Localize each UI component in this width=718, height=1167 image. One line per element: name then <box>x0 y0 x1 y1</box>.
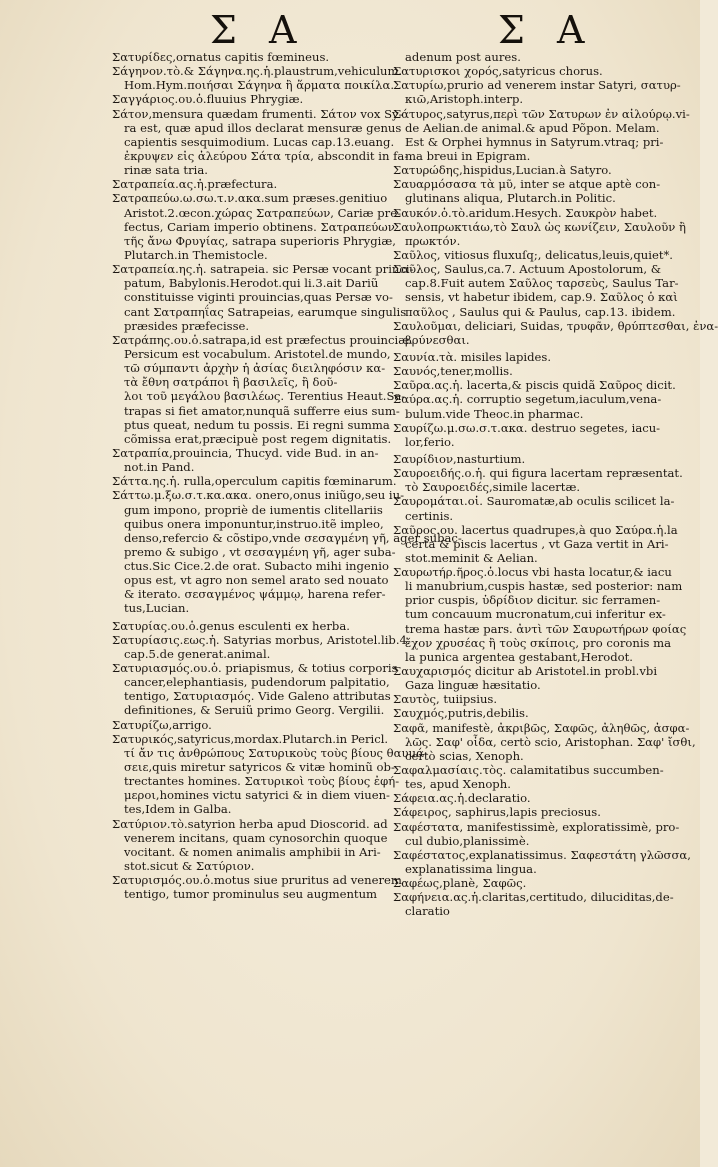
dictionary-line: certa & piscis lacertus , vt Gaza vertit in Ari- <box>405 536 669 551</box>
dictionary-line: Σάγηνον.τὸ.& Σάγηνα.ης.ἡ.plaustrum,vehiculum. <box>112 64 403 79</box>
dictionary-line: stot.meminit & Aelian. <box>405 550 538 565</box>
dictionary-line: βρύνεσθαι. <box>405 332 470 347</box>
dictionary-line: Σατυρώδης,hispidus,Lucian.à Satyro. <box>393 163 612 178</box>
dictionary-line: ctus.Sic Cice.2.de orat. Subacto mihi ingenio <box>124 559 389 574</box>
dictionary-line: premo & subigo , vt σεσαγμένη γῆ, ager suba- <box>124 544 396 559</box>
dictionary-line: ma breui in Epigram. <box>405 148 531 163</box>
dictionary-line: ra est, quæ apud illos declarat mensuræ genus <box>124 120 402 135</box>
dictionary-line: σειε,quis miretur satyricos & vitæ hominũ ob- <box>124 760 395 775</box>
dictionary-line: stot.sicut & Σατύριον. <box>124 859 255 874</box>
dictionary-line: Σάφειρος, saphirus,lapis preciosus. <box>393 805 601 820</box>
dictionary-line: cul dubio,planissimè. <box>405 833 530 848</box>
dictionary-line: lor,ferio. <box>405 434 455 449</box>
dictionary-line: li manubrium,cuspis hastæ, sed posterior: nam <box>405 579 683 594</box>
dictionary-line: Σατυρισμός.ου.ὁ.motus siue pruritus ad venerem <box>112 873 402 888</box>
right-column <box>393 50 718 919</box>
dictionary-line: cancer,elephantiasis, pudendorum palpitatio, <box>124 675 390 690</box>
dictionary-line: Σαῦρα.ας.ἡ. lacerta,& piscis quidã Σαῦρος dicit. <box>393 378 676 393</box>
dictionary-line: opus est, vt agro non semel arato sed nouato <box>124 573 389 588</box>
dictionary-line: trapas si fiet amator,nunquã sufferre eius sum- <box>124 403 400 418</box>
dictionary-line: Gaza linguæ hæsitatio. <box>405 678 541 693</box>
dictionary-line: τῶ σύμπαντι ἀρχὴν ἡ ἀσίας διειληφόσιν κα- <box>124 361 386 376</box>
dictionary-line: Σάτυρος,satyrus,περὶ τῶν Σατυρων ἐν αἰλούρῳ.vi- <box>393 106 690 121</box>
header-letters-right: Σ Α <box>498 8 595 52</box>
dictionary-line: Σατραπεύω.ω.σω.τ.ν.ακα.sum præses.genitiuo <box>112 191 388 206</box>
dictionary-line: Σατραπεία.ας.ἡ.præfectura. <box>112 177 278 192</box>
dictionary-line: Σαυνός,tener,mollis. <box>393 364 513 379</box>
dictionary-line: Σαυλοπρωκτιάω,τὸ Σαυλ ὡς κωνίζειν, Σαυλοῦν ἢ <box>393 219 686 234</box>
dictionary-line: Σαύρα.ας.ἡ. corruptio segetum,iaculum,vena- <box>393 392 662 407</box>
dictionary-line: certò scias, Xenoph. <box>405 748 524 763</box>
dictionary-line: tes, apud Xenoph. <box>405 777 511 792</box>
dictionary-line: certinis. <box>405 508 454 523</box>
dictionary-line: de Aelian.de animal.& apud Põpon. Melam. <box>405 120 660 135</box>
dictionary-line: præsides præfecisse. <box>124 318 250 333</box>
dictionary-line: Σαυρωτήρ.ῆρος.ὁ.locus vbi hasta locatur,& iacu <box>393 565 672 580</box>
dictionary-line: Persicum est vocabulum. Aristotel.de mundo, <box>124 346 391 361</box>
dictionary-line: Σαῦρος.ου. lacertus quadrupes,à quo Σαύρα.ἡ.la <box>393 522 678 537</box>
dictionary-line: Σατυρίασις.εως.ἡ. Satyrias morbus, Aristotel.lib.4. <box>112 632 411 647</box>
dictionary-line: Σατυρισκοι χορός,satyricus chorus. <box>393 64 603 79</box>
dictionary-line: Σατράπης.ου.ὁ.satrapa,id est præfectus prouinciæ. <box>112 332 413 347</box>
dictionary-line: τὸ Σαυροειδές,simile lacertæ. <box>405 480 581 495</box>
dictionary-line: Σαφᾶ, manifestè, ἀκριβῶς, Σαφῶς, ἀληθῶς, ἀσφα- <box>393 720 690 735</box>
dictionary-line: trectantes homines. Σατυρικοὶ τοὺς βίους ἐφή- <box>124 774 400 789</box>
dictionary-line: adenum post aures. <box>405 50 521 64</box>
dictionary-line: & iterato. σεσαγμένος ψάμμῳ, harena refer- <box>124 587 386 602</box>
dictionary-line: glutinans aliqua, Plutarch.in Politic. <box>405 191 616 206</box>
dictionary-line: Σαφέστατα, manifestissimè, exploratissimè, pro- <box>393 819 680 834</box>
dictionary-line: Σαυρομάται.οἱ. Sauromatæ,ab oculis scilicet la- <box>393 494 675 509</box>
dictionary-line: Σάφεια.ας.ἡ.declaratio. <box>393 791 531 806</box>
dictionary-line: Σαφαλμασίαις.τὸς. calamitatibus succumben- <box>393 763 664 778</box>
dictionary-line: sensis, vt habetur ibidem, cap.9. Σαῦλος ὁ καὶ <box>405 290 678 305</box>
dictionary-line: prior cuspis, ὑδρίδιον dicitur. sic ferramen- <box>405 593 661 608</box>
dictionary-line: constituisse viginti prouincias,quas Persæ vo- <box>124 290 393 305</box>
dictionary-line: κιῶ,Aristoph.interp. <box>405 92 524 107</box>
dictionary-line: cõmissa erat,præcipuè post regem dignitatis. <box>124 431 392 446</box>
dictionary-line: Σαυνία.τὰ. misiles lapides. <box>393 349 552 364</box>
dictionary-line: Aristot.2.œcon.χώρας Σατραπεύων, Cariæ pre- <box>124 205 401 220</box>
dictionary-line: Σατυρικός,satyricus,mordax.Plutarch.in Pericl. <box>112 731 389 746</box>
dictionary-line: Σαυαρμόσασα τὰ μῦ, inter se atque aptè con- <box>393 177 661 192</box>
dictionary-line: Σαφήνεια.ας.ἡ.claritas,certitudo, diluciditas,de- <box>393 890 674 905</box>
dictionary-line: λοι τοῦ μεγάλου βασιλέως. Terentius Heaut.Sa- <box>124 389 406 404</box>
dictionary-line: Σαυροειδής.ο.ἡ. qui figura lacertam repræsentat. <box>393 466 683 481</box>
dictionary-line: Σατραπεία.ης.ἡ. satrapeia. sic Persæ vocant princi- <box>112 262 414 277</box>
dictionary-line: definitiones, & Seruiũ primo Georg. Vergilii. <box>124 703 385 718</box>
dictionary-line: Σαυκόν.ὁ.τὸ.aridum.Hesych. Σαυκρὸν habet. <box>393 205 658 220</box>
dictionary-line: Σατύριον.τὸ.satyrion herba apud Dioscorid. ad <box>112 816 388 831</box>
dictionary-line: Σαυλοῦμαι, deliciari, Suidas, τρυφᾶν, θρύπτεσθαι, ἐνα- <box>393 318 718 333</box>
dictionary-line: παῦλος , Saulus qui & Paulus, cap.13. ibidem. <box>405 304 676 319</box>
dictionary-line: τί ἄν τις ἀνθρώπους Σατυρικοὺς τοὺς βίους θαυμά- <box>124 745 428 760</box>
dictionary-line: tentigo, Σατυριασμός. Vide Galeno attributas <box>124 689 391 704</box>
dictionary-line: Σάτον,mensura quædam frumenti. Σάτον vox Sy- <box>112 106 403 121</box>
dictionary-line: Σαῦλος, vitiosus fluxuſq;, delicatus,leuis,quiet*. <box>393 247 673 262</box>
dictionary-line: Σατυρίδες,ornatus capitis fœmineus. <box>112 50 330 64</box>
dictionary-line: τῆς ἄνω Φρυγίας, satrapa superioris Phrygiæ, <box>124 233 396 248</box>
dictionary-line: claratio <box>405 904 450 919</box>
dictionary-line: denso,refercio & cõstipo,vnde σεσαγμένη γῆ, ager subac- <box>124 530 462 545</box>
dictionary-line: la punica argentea gestabant,Herodot. <box>405 649 633 664</box>
dictionary-line: Σαφέως,planè, Σαφῶς. <box>393 876 527 891</box>
dictionary-line: venerem incitans, quam cynosorchin quoque <box>124 830 388 845</box>
dictionary-line: ptus queat, nedum tu possis. Ei regni summa <box>124 417 390 432</box>
dictionary-line: πρωκτόν. <box>405 233 461 248</box>
dictionary-line: Σαυχμός,putris,debilis. <box>393 706 529 721</box>
dictionary-line: quibus onera imponuntur,instruo.itẽ impleo, <box>124 516 384 531</box>
dictionary-line: Σατυρίζω,arrigo. <box>112 717 212 732</box>
dictionary-line: cap.5.de generat.animal. <box>124 646 271 661</box>
dictionary-line: fectus, Cariam imperio obtinens. Σατραπεύων <box>124 219 395 234</box>
dictionary-line: bulum.vide Theoc.in pharmac. <box>405 406 584 421</box>
dictionary-line: Σάττω.μ.ξω.σ.τ.κα.ακα. onero,onus iniũgo,seu iu- <box>112 488 405 503</box>
dictionary-line: Σαγγάριος.ου.ὁ.fluuius Phrygiæ. <box>112 92 304 107</box>
dictionary-line: Est & Orphei hymnus in Satyrum.vtraq; pri- <box>405 134 664 149</box>
dictionary-line: τὰ ἔθνη σατράποι ἢ βασιλεῖς, ἢ δοῦ- <box>124 375 338 390</box>
dictionary-line: Σαυρίδιον,nasturtium. <box>393 451 526 466</box>
header-letters-left: Σ Α <box>210 8 307 52</box>
dictionary-line: vocitant. & nomen animalis amphibii in Ari- <box>124 844 381 859</box>
dictionary-line: ἔχον χρυσέας ἢ τοὺς σκίποις, pro coronis ma <box>405 635 672 650</box>
dictionary-line: tes,Idem in Galba. <box>124 802 232 817</box>
dictionary-line: patum, Babylonis.Herodot.qui li.3.ait Dariũ <box>124 276 379 291</box>
dictionary-line: Σατραπία,prouincia, Thucyd. vide Bud. in an- <box>112 445 379 460</box>
dictionary-line: cap.8.Fuit autem Σαῦλος ταρσεὺς, Saulus Tar- <box>405 276 679 291</box>
dictionary-line: μεροι,homines victu satyrici & in diem viuen- <box>124 788 390 803</box>
dictionary-line: trema hastæ pars. ἀντὶ τῶν Σαυρωτήρων φοίας <box>405 621 687 636</box>
dictionary-line: tentigo, tumor prominulus seu augmentum <box>124 887 378 902</box>
dictionary-line: capientis sesquimodium. Lucas cap.13.euang. <box>124 134 395 149</box>
dictionary-line: rinæ sata tria. <box>124 163 208 178</box>
dictionary-line: Σατυρίω,prurio ad venerem instar Satyri, σατυρ- <box>393 78 681 93</box>
dictionary-line: ἐκρυψεν εἰς ἀλεύρου Σάτα τρία, abscondit in fa- <box>124 148 409 163</box>
dictionary-line: Plutarch.in Themistocle. <box>124 247 268 262</box>
dictionary-line: λῶς. Σαφ' οἶδα, certò scio, Aristophan. Σαφ' ἴσθι, <box>405 734 696 749</box>
dictionary-line: tus,Lucian. <box>124 601 190 616</box>
dictionary-line: explanatissima lingua. <box>405 862 537 877</box>
dictionary-line: cant Σατραπηΐας Satrapeias, earumque singulis <box>124 304 407 319</box>
dictionary-line: Σάττα.ης.ἡ. rulla,operculum capitis fœminarum. <box>112 474 397 489</box>
dictionary-line: tum concauum mucronatum,cui inferitur ex- <box>405 607 666 622</box>
dictionary-line: Σαυτὸς, tuiipsius. <box>393 692 498 707</box>
dictionary-line: Σαφέστατος,explanatissimus. Σαφεστάτη γλῶσσα, <box>393 847 691 862</box>
dictionary-line: Σαυρίζω.μ.σω.σ.τ.ακα. destruo segetes, iacu- <box>393 420 661 435</box>
dictionary-line: not.in Pand. <box>124 460 195 475</box>
dictionary-line: Σαῦλος, Saulus,ca.7. Actuum Apostolorum, & <box>393 262 662 277</box>
dictionary-line: gum impono, propriè de iumentis clitellariis <box>124 502 383 517</box>
dictionary-line: Σατυριασμός.ου.ὁ. priapismus, & totius corporis <box>112 661 398 676</box>
dictionary-line: Hom.Hym.ποιήσαι Σάγηνα ἢ ἅρματα ποικίλα. <box>124 78 395 93</box>
dictionary-line: Σατυρίας.ου.ὁ.genus esculenti ex herba. <box>112 618 350 633</box>
dictionary-line: Σαυχαρισμός dicitur ab Aristotel.in probl.vbi <box>393 664 658 679</box>
